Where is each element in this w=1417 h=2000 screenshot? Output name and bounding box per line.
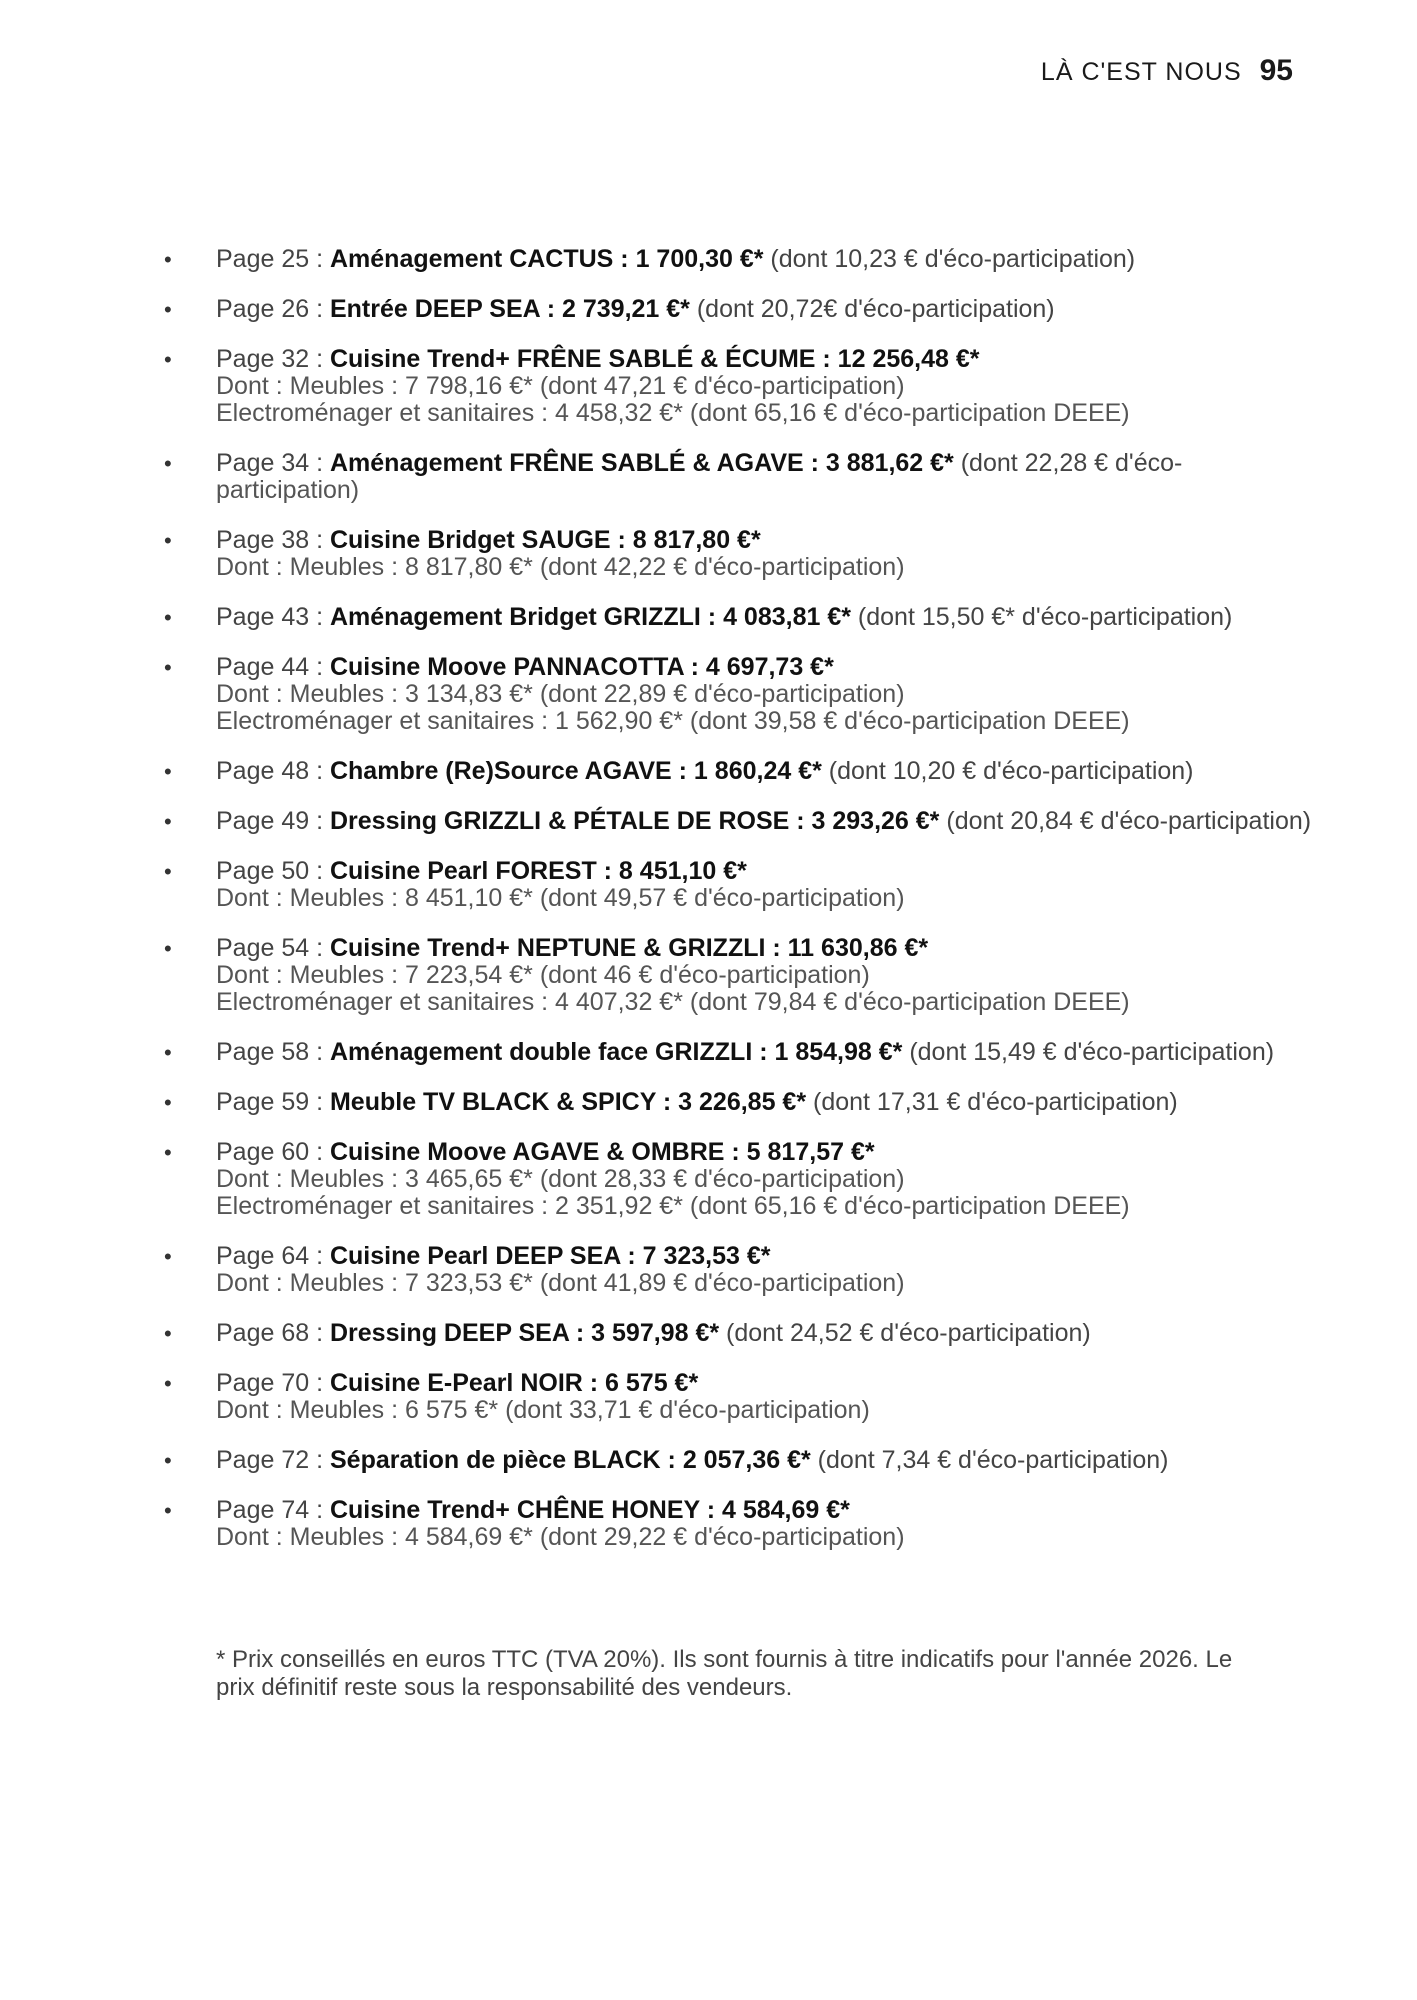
price-detail-line: Dont : Meubles : 7 223,54 €* (dont 46 € d'éco-participation) bbox=[216, 961, 870, 989]
product-title-price: Cuisine Bridget SAUGE : 8 817,80 €* bbox=[329, 526, 761, 554]
page-reference: Page 54 : bbox=[216, 934, 330, 962]
footnote: * Prix conseillés en euros TTC (TVA 20%). Ils sont fournis à titre indicatifs pour l'année 2026. Le prix définitif reste sous la responsabilité des vendeurs. bbox=[216, 1646, 1233, 1701]
bullet-icon: • bbox=[164, 347, 172, 372]
price-detail-line: Dont : Meubles : 7 798,16 €* (dont 47,21 € d'éco-participation) bbox=[216, 372, 905, 400]
page-reference: Page 38 : bbox=[216, 526, 330, 554]
item-main-line bbox=[216, 346, 1314, 373]
eco-participation-note: (dont 20,84 € d'éco-participation) bbox=[939, 807, 1312, 835]
page-reference: Page 43 : bbox=[216, 603, 330, 631]
item-main-line bbox=[216, 858, 1314, 885]
price-detail-line: Electroménager et sanitaires : 2 351,92 €* (dont 65,16 € d'éco-participation DEEE) bbox=[216, 1192, 1130, 1220]
list-item bbox=[164, 604, 1314, 631]
item-main-line bbox=[216, 1447, 1314, 1474]
page-reference: Page 64 : bbox=[216, 1242, 330, 1270]
product-title-price: Séparation de pièce BLACK : 2 057,36 €* bbox=[329, 1446, 811, 1474]
bullet-icon: • bbox=[164, 859, 172, 884]
bullet-icon: • bbox=[164, 1321, 172, 1346]
list-item bbox=[164, 1039, 1314, 1066]
list-item bbox=[164, 1497, 1314, 1551]
bullet-icon: • bbox=[164, 528, 172, 553]
list-item bbox=[164, 1370, 1314, 1424]
product-title-price: Chambre (Re)Source AGAVE : 1 860,24 €* bbox=[329, 757, 822, 785]
product-title-price: Cuisine Trend+ NEPTUNE & GRIZZLI : 11 630,86 €* bbox=[329, 934, 929, 962]
page-reference: Page 72 : bbox=[216, 1446, 330, 1474]
item-main-line bbox=[216, 1139, 1314, 1166]
list-item bbox=[164, 758, 1314, 785]
eco-participation-note: (dont 17,31 € d'éco-participation) bbox=[806, 1088, 1178, 1116]
product-title-price: Cuisine Moove PANNACOTTA : 4 697,73 €* bbox=[329, 653, 834, 681]
page-reference: Page 34 : bbox=[216, 449, 330, 477]
page-header bbox=[1041, 54, 1293, 88]
bullet-icon: • bbox=[164, 1090, 172, 1115]
list-item bbox=[164, 858, 1314, 912]
list-item bbox=[164, 1320, 1314, 1347]
product-title-price: Cuisine Pearl FOREST : 8 451,10 €* bbox=[329, 857, 747, 885]
price-detail-line: Electroménager et sanitaires : 1 562,90 €* (dont 39,58 € d'éco-participation DEEE) bbox=[216, 707, 1130, 735]
bullet-icon: • bbox=[164, 605, 172, 630]
item-main-line bbox=[216, 246, 1314, 273]
list-item bbox=[164, 1089, 1314, 1116]
list-item bbox=[164, 450, 1314, 504]
item-main-line bbox=[216, 527, 1314, 554]
page-reference: Page 32 : bbox=[216, 345, 330, 373]
product-title-price: Cuisine Pearl DEEP SEA : 7 323,53 €* bbox=[329, 1242, 771, 1270]
product-title-price: Cuisine E-Pearl NOIR : 6 575 €* bbox=[329, 1369, 699, 1397]
product-title-price: Aménagement Bridget GRIZZLI : 4 083,81 €* bbox=[329, 603, 851, 631]
item-main-line bbox=[216, 935, 1314, 962]
price-detail-line: Dont : Meubles : 6 575 €* (dont 33,71 € d'éco-participation) bbox=[216, 1396, 870, 1424]
item-main-line bbox=[216, 758, 1314, 785]
bullet-icon: • bbox=[164, 809, 172, 834]
item-main-line bbox=[216, 808, 1314, 835]
product-title-price: Cuisine Trend+ CHÊNE HONEY : 4 584,69 €* bbox=[329, 1496, 850, 1524]
page-reference: Page 59 : bbox=[216, 1088, 330, 1116]
price-detail-line: Dont : Meubles : 8 451,10 €* (dont 49,57 € d'éco-participation) bbox=[216, 884, 905, 912]
page-reference: Page 68 : bbox=[216, 1319, 330, 1347]
product-title-price: Aménagement double face GRIZZLI : 1 854,98 €* bbox=[329, 1038, 903, 1066]
list-item bbox=[164, 1243, 1314, 1297]
bullet-icon: • bbox=[164, 451, 172, 476]
page-reference: Page 44 : bbox=[216, 653, 330, 681]
bullet-icon: • bbox=[164, 297, 172, 322]
product-title-price: Aménagement FRÊNE SABLÉ & AGAVE : 3 881,62 €* bbox=[329, 449, 954, 477]
page-reference: Page 25 : bbox=[216, 245, 330, 273]
price-detail-line: Dont : Meubles : 3 134,83 €* (dont 22,89 € d'éco-participation) bbox=[216, 680, 905, 708]
bullet-icon: • bbox=[164, 759, 172, 784]
page-reference: Page 50 : bbox=[216, 857, 330, 885]
item-main-line bbox=[216, 1320, 1314, 1347]
eco-participation-note: (dont 22,28 € d'éco- bbox=[953, 449, 1183, 477]
item-main-line bbox=[216, 1243, 1314, 1270]
bullet-icon: • bbox=[164, 655, 172, 680]
eco-participation-note: (dont 7,34 € d'éco-participation) bbox=[810, 1446, 1169, 1474]
list-item bbox=[164, 527, 1314, 581]
product-title-price: Cuisine Trend+ FRÊNE SABLÉ & ÉCUME : 12 256,48 €* bbox=[329, 345, 980, 373]
eco-participation-note: (dont 15,50 €* d'éco-participation) bbox=[850, 603, 1233, 631]
product-title-price: Cuisine Moove AGAVE & OMBRE : 5 817,57 €* bbox=[329, 1138, 875, 1166]
eco-participation-note: (dont 15,49 € d'éco-participation) bbox=[902, 1038, 1275, 1066]
page-reference: Page 70 : bbox=[216, 1369, 330, 1397]
eco-participation-note: (dont 20,72€ d'éco-participation) bbox=[689, 295, 1055, 323]
item-main-line bbox=[216, 1497, 1314, 1524]
list-item bbox=[164, 346, 1314, 427]
section-title: LÀ C'EST NOUS bbox=[1040, 58, 1242, 86]
item-main-line bbox=[216, 1039, 1314, 1066]
list-item bbox=[164, 935, 1314, 1016]
list-item bbox=[164, 1139, 1314, 1220]
item-main-line bbox=[216, 654, 1314, 681]
bullet-icon: • bbox=[164, 1140, 172, 1165]
bullet-icon: • bbox=[164, 1498, 172, 1523]
price-detail-line: Dont : Meubles : 8 817,80 €* (dont 42,22 € d'éco-participation) bbox=[216, 553, 905, 581]
product-title-price: Meuble TV BLACK & SPICY : 3 226,85 €* bbox=[329, 1088, 807, 1116]
price-detail-line: Electroménager et sanitaires : 4 458,32 €* (dont 65,16 € d'éco-participation DEEE) bbox=[216, 399, 1130, 427]
bullet-icon: • bbox=[164, 936, 172, 961]
bullet-icon: • bbox=[164, 1371, 172, 1396]
item-main-line bbox=[216, 1370, 1314, 1397]
list-item bbox=[164, 246, 1314, 273]
price-detail-line: Dont : Meubles : 4 584,69 €* (dont 29,22 € d'éco-participation) bbox=[216, 1523, 905, 1551]
price-detail-line: participation) bbox=[216, 476, 360, 504]
list-item bbox=[164, 1447, 1314, 1474]
item-main-line bbox=[216, 296, 1314, 323]
price-detail-line: Dont : Meubles : 7 323,53 €* (dont 41,89 € d'éco-participation) bbox=[216, 1269, 905, 1297]
item-main-line bbox=[216, 450, 1314, 477]
page-reference: Page 26 : bbox=[216, 295, 330, 323]
product-title-price: Entrée DEEP SEA : 2 739,21 €* bbox=[329, 295, 690, 323]
list-item bbox=[164, 654, 1314, 735]
price-detail-line: Electroménager et sanitaires : 4 407,32 €* (dont 79,84 € d'éco-participation DEEE) bbox=[216, 988, 1130, 1016]
page-reference: Page 58 : bbox=[216, 1038, 330, 1066]
bullet-icon: • bbox=[164, 1244, 172, 1269]
price-detail-line: Dont : Meubles : 3 465,65 €* (dont 28,33 € d'éco-participation) bbox=[216, 1165, 905, 1193]
item-main-line bbox=[216, 604, 1314, 631]
eco-participation-note: (dont 10,23 € d'éco-participation) bbox=[763, 245, 1136, 273]
page-reference: Page 74 : bbox=[216, 1496, 330, 1524]
price-list bbox=[164, 246, 1314, 1574]
eco-participation-note: (dont 10,20 € d'éco-participation) bbox=[821, 757, 1194, 785]
product-title-price: Dressing DEEP SEA : 3 597,98 €* bbox=[329, 1319, 720, 1347]
page-reference: Page 48 : bbox=[216, 757, 330, 785]
list-item bbox=[164, 296, 1314, 323]
bullet-icon: • bbox=[164, 247, 172, 272]
bullet-icon: • bbox=[164, 1448, 172, 1473]
eco-participation-note: (dont 24,52 € d'éco-participation) bbox=[719, 1319, 1091, 1347]
page-number: 95 bbox=[1259, 54, 1293, 87]
list-item bbox=[164, 808, 1314, 835]
product-title-price: Aménagement CACTUS : 1 700,30 €* bbox=[329, 245, 764, 273]
bullet-icon: • bbox=[164, 1040, 172, 1065]
page-reference: Page 60 : bbox=[216, 1138, 330, 1166]
product-title-price: Dressing GRIZZLI & PÉTALE DE ROSE : 3 293,26 €* bbox=[329, 807, 940, 835]
item-main-line bbox=[216, 1089, 1314, 1116]
page-reference: Page 49 : bbox=[216, 807, 330, 835]
